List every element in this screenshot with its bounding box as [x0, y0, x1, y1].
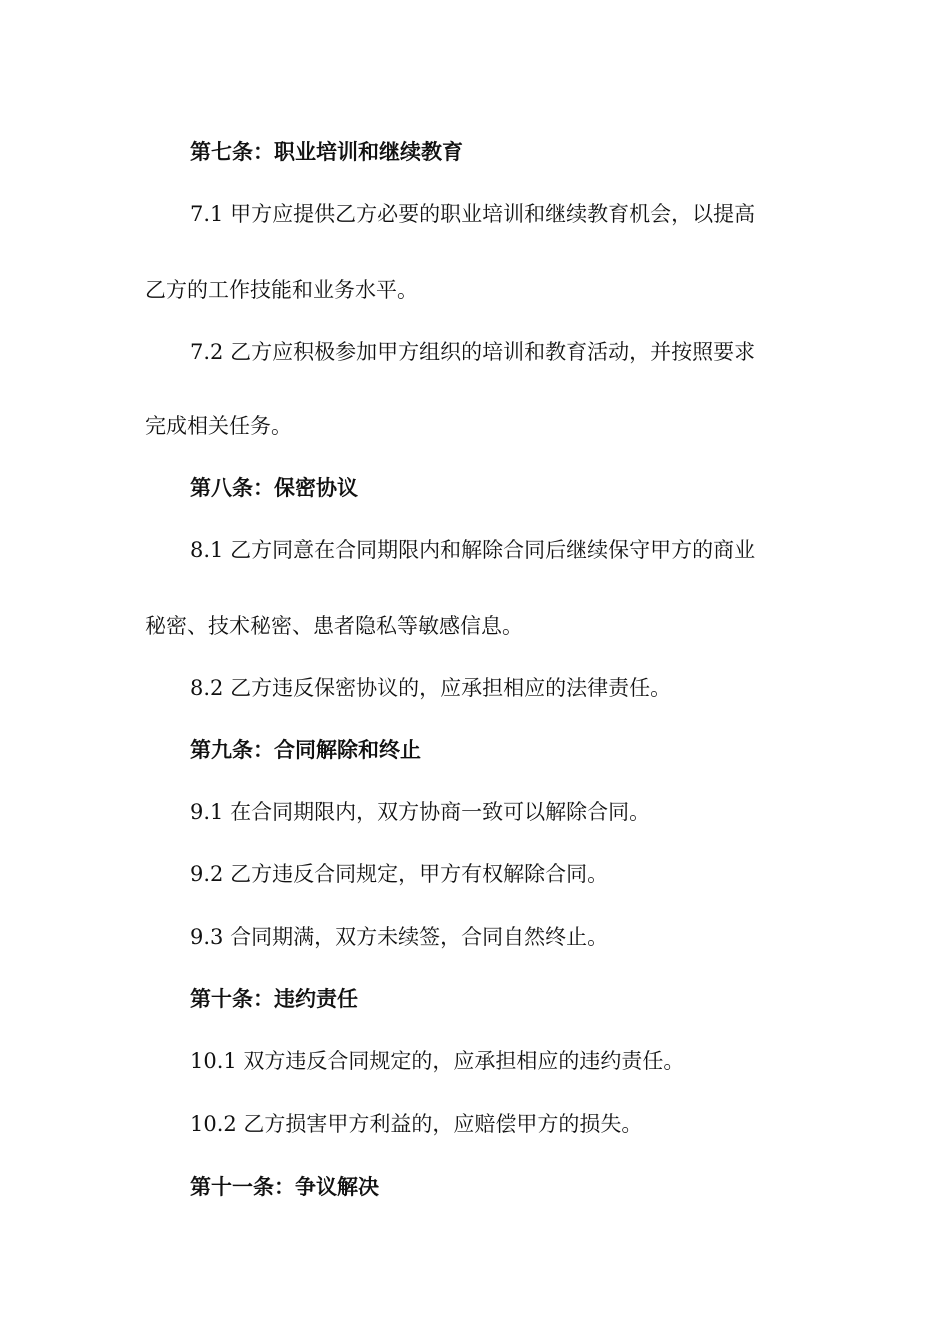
clause-7-2-line-2: 完成相关任务。	[145, 414, 292, 438]
clause-10-2: 10.2 乙方损害甲方利益的，应赔偿甲方的损失。	[190, 1112, 643, 1136]
clause-9-1: 9.1 在合同期限内，双方协商一致可以解除合同。	[190, 800, 651, 824]
clause-7-2-line-1: 7.2 乙方应积极参加甲方组织的培训和教育活动，并按照要求	[190, 340, 756, 364]
clause-8-2: 8.2 乙方违反保密协议的，应承担相应的法律责任。	[190, 676, 672, 700]
article-11-heading: 第十一条：争议解决	[190, 1175, 379, 1199]
article-7-heading: 第七条：职业培训和继续教育	[190, 140, 463, 164]
clause-9-3: 9.3 合同期满，双方未续签，合同自然终止。	[190, 925, 609, 949]
article-9-heading: 第九条：合同解除和终止	[190, 738, 421, 762]
clause-9-2: 9.2 乙方违反合同规定，甲方有权解除合同。	[190, 862, 609, 886]
clause-8-1-line-1: 8.1 乙方同意在合同期限内和解除合同后继续保守甲方的商业	[190, 538, 756, 562]
clause-8-1-line-2: 秘密、技术秘密、患者隐私等敏感信息。	[145, 614, 523, 638]
clause-7-1-line-1: 7.1 甲方应提供乙方必要的职业培训和继续教育机会，以提高	[190, 202, 756, 226]
clause-7-1-line-2: 乙方的工作技能和业务水平。	[145, 278, 418, 302]
article-10-heading: 第十条：违约责任	[190, 987, 358, 1011]
clause-10-1: 10.1 双方违反合同规定的，应承担相应的违约责任。	[190, 1049, 685, 1073]
article-8-heading: 第八条：保密协议	[190, 476, 358, 500]
